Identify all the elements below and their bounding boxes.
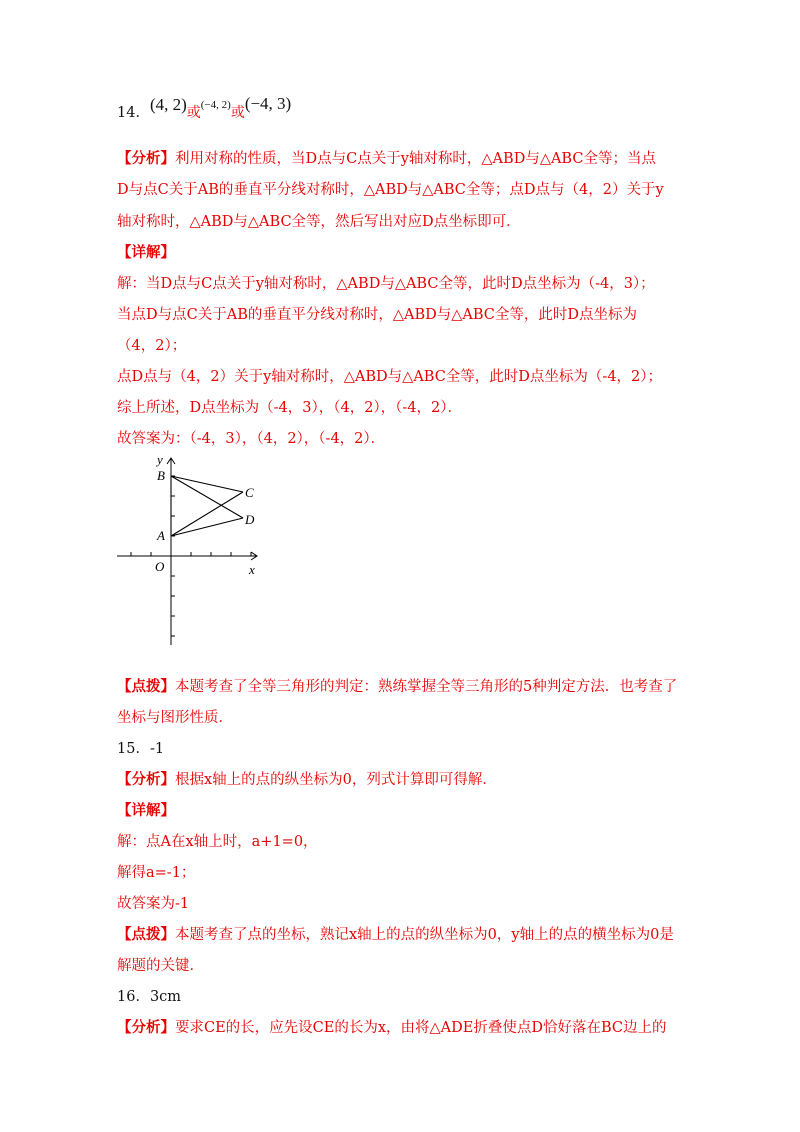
q16-analysis-text: 要求CE的长，应先设CE的长为x，由将△ADE折叠使点D恰好落在BC边上的 [175, 1020, 667, 1036]
q15-analysis-line [117, 770, 497, 790]
x-ticks [131, 552, 251, 556]
q15-tip-line-1 [117, 925, 674, 945]
q14-analysis-line-2: D与点C关于AB的垂直平分线对称时，△ABD与△ABC全等；点D点与（4，2）关于y [117, 182, 664, 198]
q16-number: 16．3cm [117, 989, 182, 1005]
q14-detail-line-5: 综上所述，D点坐标为（-4，3），（4，2），（-4，2）． [117, 400, 463, 416]
q14-or-1: 或 [186, 105, 201, 121]
q14-tip-text-1: 本题考查了全等三角形的判定：熟练掌握全等三角形的5种判定方法．也考查了 [175, 679, 678, 695]
q14-analysis-line-1 [117, 149, 656, 169]
q16-analysis-line [117, 1018, 667, 1038]
q14-answer-3: (−4, 3) [244, 94, 292, 113]
q15-number: 15．-1 [117, 741, 165, 757]
label-c: C [245, 485, 254, 500]
segment-bd [171, 476, 243, 518]
q14-detail-line-1: 解：当D点与C点关于y轴对称时，△ABD与△ABC全等，此时D点坐标为（-4，3）； [117, 276, 655, 292]
label-origin: O [155, 559, 165, 574]
q14-detail-line-6: 故答案为：（-4，3），（4，2），（-4，2）． [117, 431, 386, 447]
q15-detail-tag: 【详解】 [117, 802, 175, 819]
q14-tip-line-2: 坐标与图形性质． [117, 710, 233, 726]
q14-detail-line-4: 点D点与（4，2）关于y轴对称时，△ABD与△ABC全等，此时D点坐标为（-4，2）； [117, 369, 663, 385]
q15-detail-line-1: 解：点A在x轴上时，a+1=0， [117, 834, 318, 850]
triangles [171, 476, 243, 536]
q14-detail-tag: 【详解】 [117, 244, 175, 261]
q14-answer-line [117, 94, 292, 124]
q16-analysis-tag: 【分析】 [117, 1019, 175, 1036]
q14-detail-line-2: 当点D与点C关于AB的垂直平分线对称时，△ABD与△ABC全等，此时D点坐标为 [117, 307, 638, 323]
label-a: A [157, 528, 165, 543]
q14-tip-tag: 【点拨】 [117, 678, 175, 695]
q15-tip-line-2: 解题的关键． [117, 958, 204, 974]
coordinate-figure [117, 450, 267, 650]
label-d: D [245, 512, 255, 527]
segment-ac [171, 492, 243, 536]
q15-tip-text-1: 本题考查了点的坐标，熟记x轴上的点的纵坐标为0，y轴上的点的横坐标为0是 [175, 927, 674, 943]
label-y: y [157, 452, 163, 467]
q15-analysis-tag: 【分析】 [117, 771, 175, 788]
q14-answer-1: (4, 2) [149, 95, 187, 114]
label-x: x [249, 562, 255, 577]
q14-number: 14． [117, 105, 150, 121]
q14-detail-line-3: （4，2）； [117, 338, 187, 354]
q14-analysis-line-3: 轴对称时，△ABD与△ABC全等，然后写出对应D点坐标即可． [117, 214, 521, 230]
q14-answer-2: (−4, 2) [200, 99, 231, 111]
q14-analysis-text-1: 利用对称的性质，当D点与C点关于y轴对称时，△ABD与△ABC全等；当点 [175, 151, 656, 167]
q14-or-2: 或 [230, 105, 245, 121]
q15-tip-tag: 【点拨】 [117, 926, 175, 943]
label-b: B [157, 468, 165, 483]
q15-detail-line-2: 解得a=-1； [117, 865, 196, 881]
segment-bc [171, 476, 243, 492]
segment-ad [171, 518, 243, 536]
q14-tip-line-1 [117, 677, 677, 697]
q15-detail-line-3: 故答案为-1 [117, 896, 190, 912]
q14-analysis-tag: 【分析】 [117, 150, 175, 167]
q15-analysis-text: 根据x轴上的点的纵坐标为0，列式计算即可得解． [175, 772, 497, 788]
